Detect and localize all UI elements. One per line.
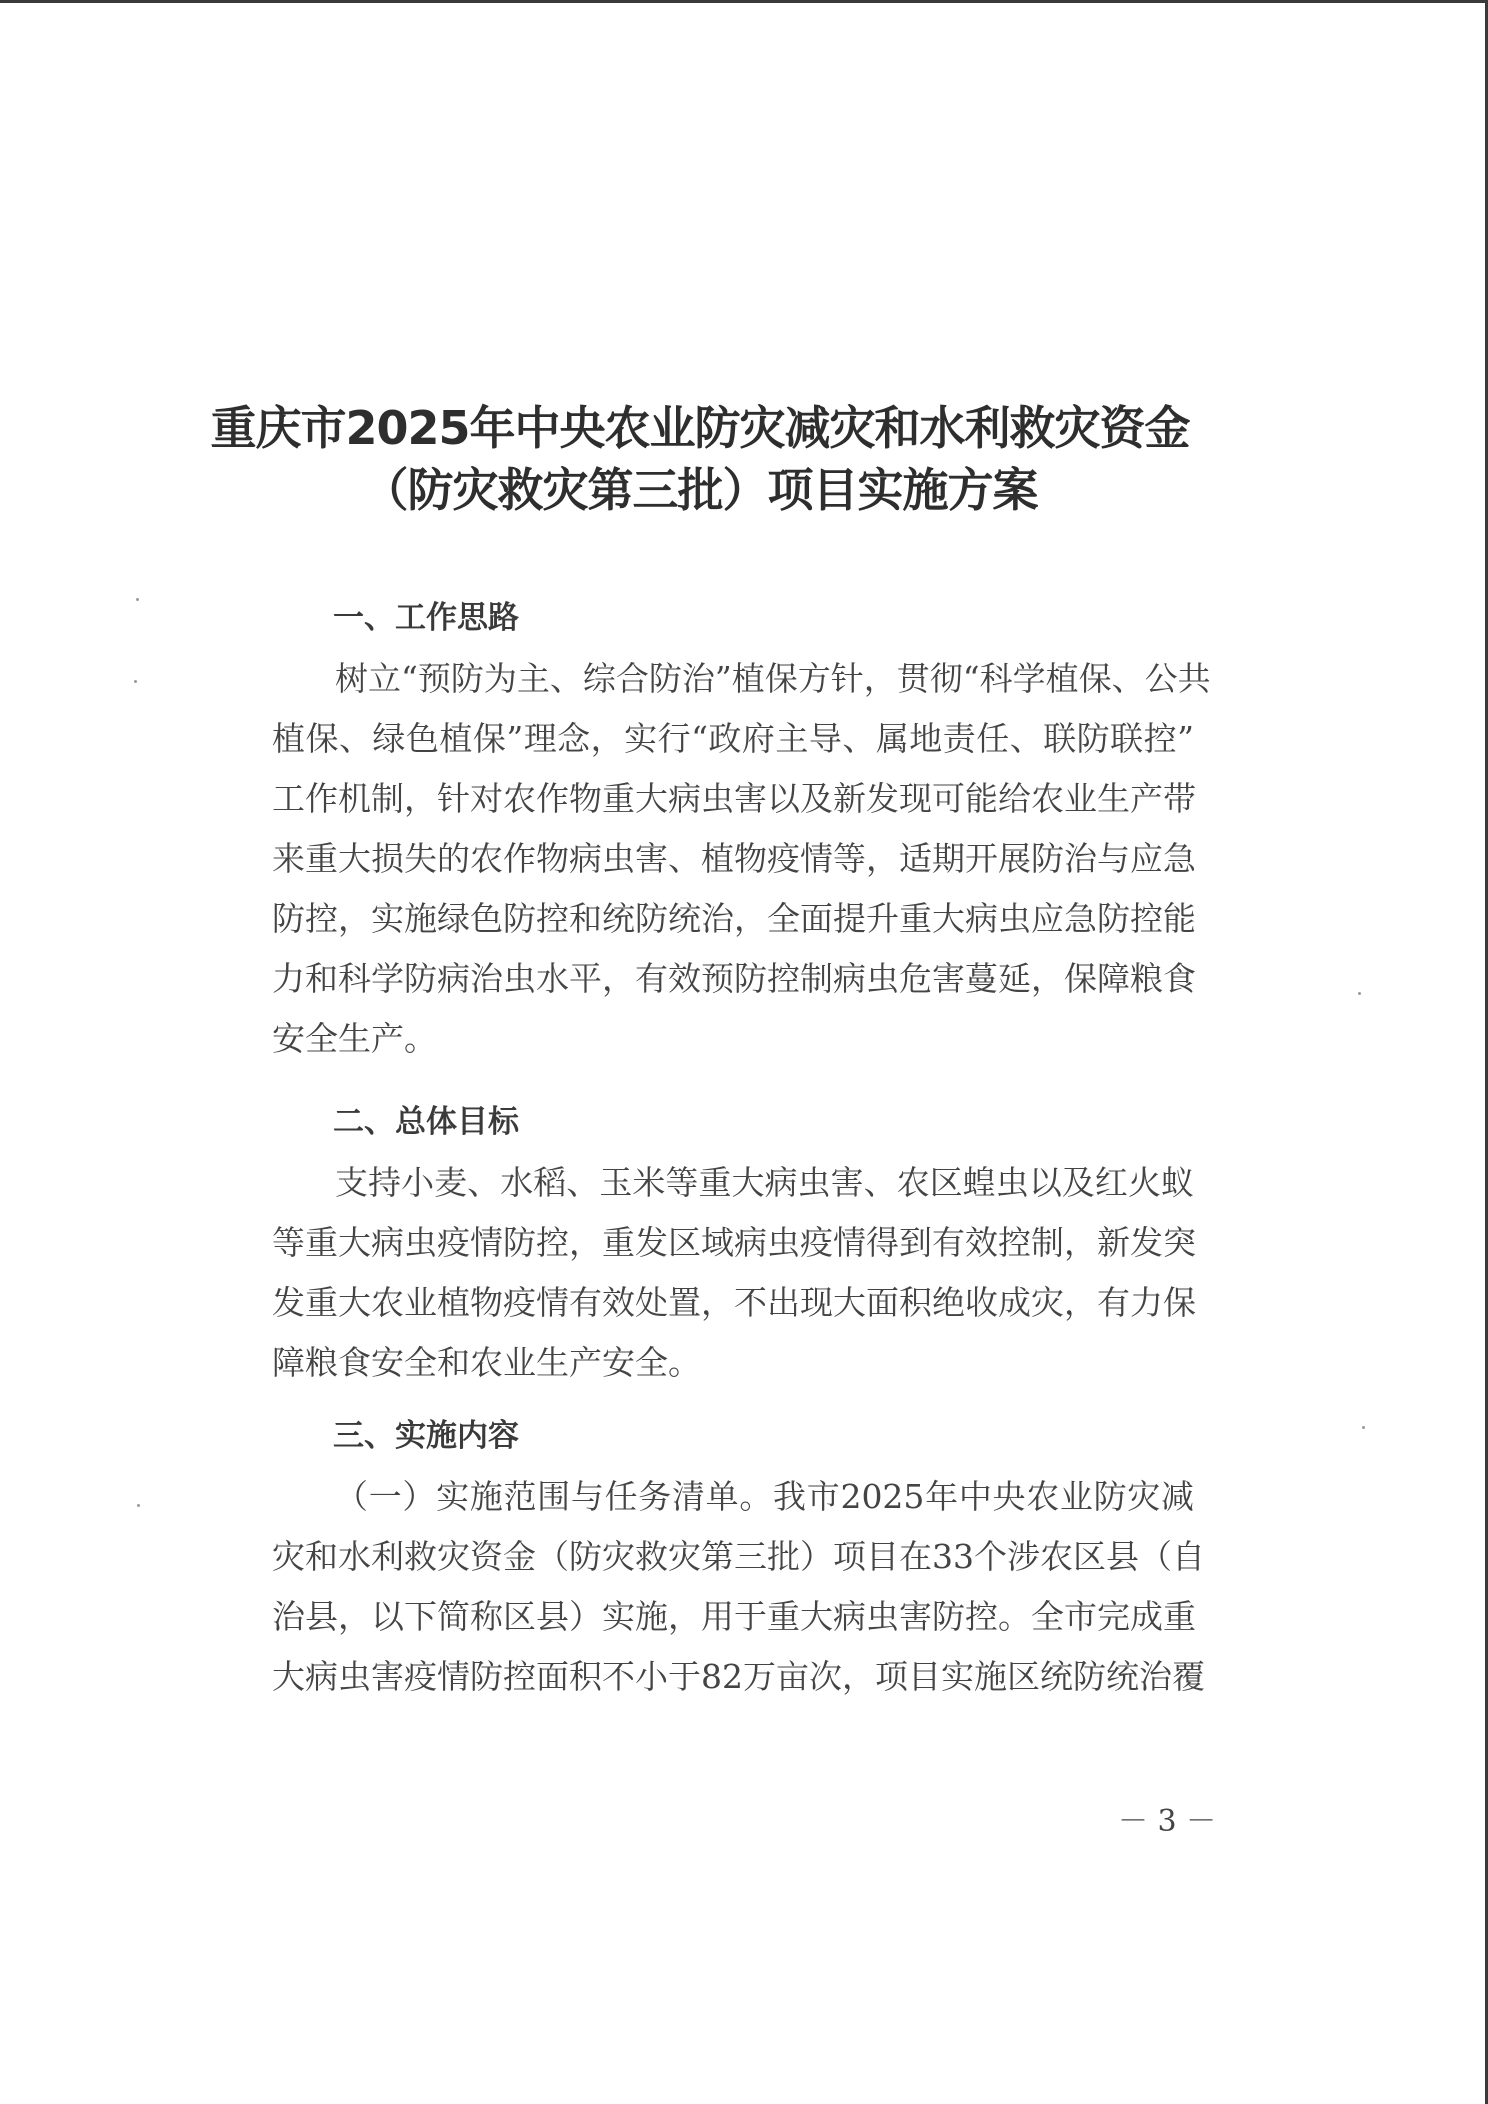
scan-speck	[134, 680, 137, 683]
paragraph-line: 灾和水利救灾资金（防灾救灾第三批）项目在33个涉农区县（自	[272, 1537, 1205, 1576]
page-number: － 3 －	[1118, 1804, 1217, 1839]
scan-speck	[136, 598, 139, 601]
paragraph-line: 等重大病虫疫情防控，重发区域病虫疫情得到有效控制，新发突	[272, 1223, 1196, 1262]
scan-top-edge	[0, 0, 1488, 3]
paragraph-line: 障粮食安全和农业生产安全。	[272, 1343, 701, 1382]
paragraph-line: 安全生产。	[272, 1019, 437, 1058]
document-title-line-1: 重庆市2025年中央农业防灾减灾和水利救灾资金	[210, 401, 1190, 455]
paragraph-line: 支持小麦、水稻、玉米等重大病虫害、农区蝗虫以及红火蚁	[335, 1163, 1194, 1202]
section-heading-work-approach: 一、工作思路	[333, 600, 519, 636]
paragraph-line: 工作机制，针对农作物重大病虫害以及新发现可能给农业生产带	[272, 779, 1196, 818]
paragraph-line: （一）实施范围与任务清单。我市2025年中央农业防灾减	[335, 1477, 1194, 1516]
document-title-line-2: （防灾救灾第三批）项目实施方案	[362, 463, 1038, 517]
scan-speck	[1362, 1426, 1365, 1429]
scan-speck	[137, 1504, 140, 1507]
scan-speck	[1358, 992, 1361, 995]
paragraph-line: 力和科学防病治虫水平，有效预防控制病虫危害蔓延，保障粮食	[272, 959, 1196, 998]
paragraph-line: 来重大损失的农作物病虫害、植物疫情等，适期开展防治与应急	[272, 839, 1196, 878]
section-heading-implementation: 三、实施内容	[333, 1418, 519, 1454]
paragraph-line: 治县，以下简称区县）实施，用于重大病虫害防控。全市完成重	[272, 1597, 1196, 1636]
paragraph-line: 发重大农业植物疫情有效处置，不出现大面积绝收成灾，有力保	[272, 1283, 1196, 1322]
paragraph-line: 植保、绿色植保”理念，实行“政府主导、属地责任、联防联控”	[272, 719, 1194, 758]
paragraph-line: 树立“预防为主、综合防治”植保方针，贯彻“科学植保、公共	[335, 659, 1211, 698]
paragraph-line: 防控，实施绿色防控和统防统治，全面提升重大病虫应急防控能	[272, 899, 1196, 938]
paragraph-line: 大病虫害疫情防控面积不小于82万亩次，项目实施区统防统治覆	[272, 1657, 1205, 1696]
section-heading-overall-goal: 二、总体目标	[333, 1104, 519, 1140]
